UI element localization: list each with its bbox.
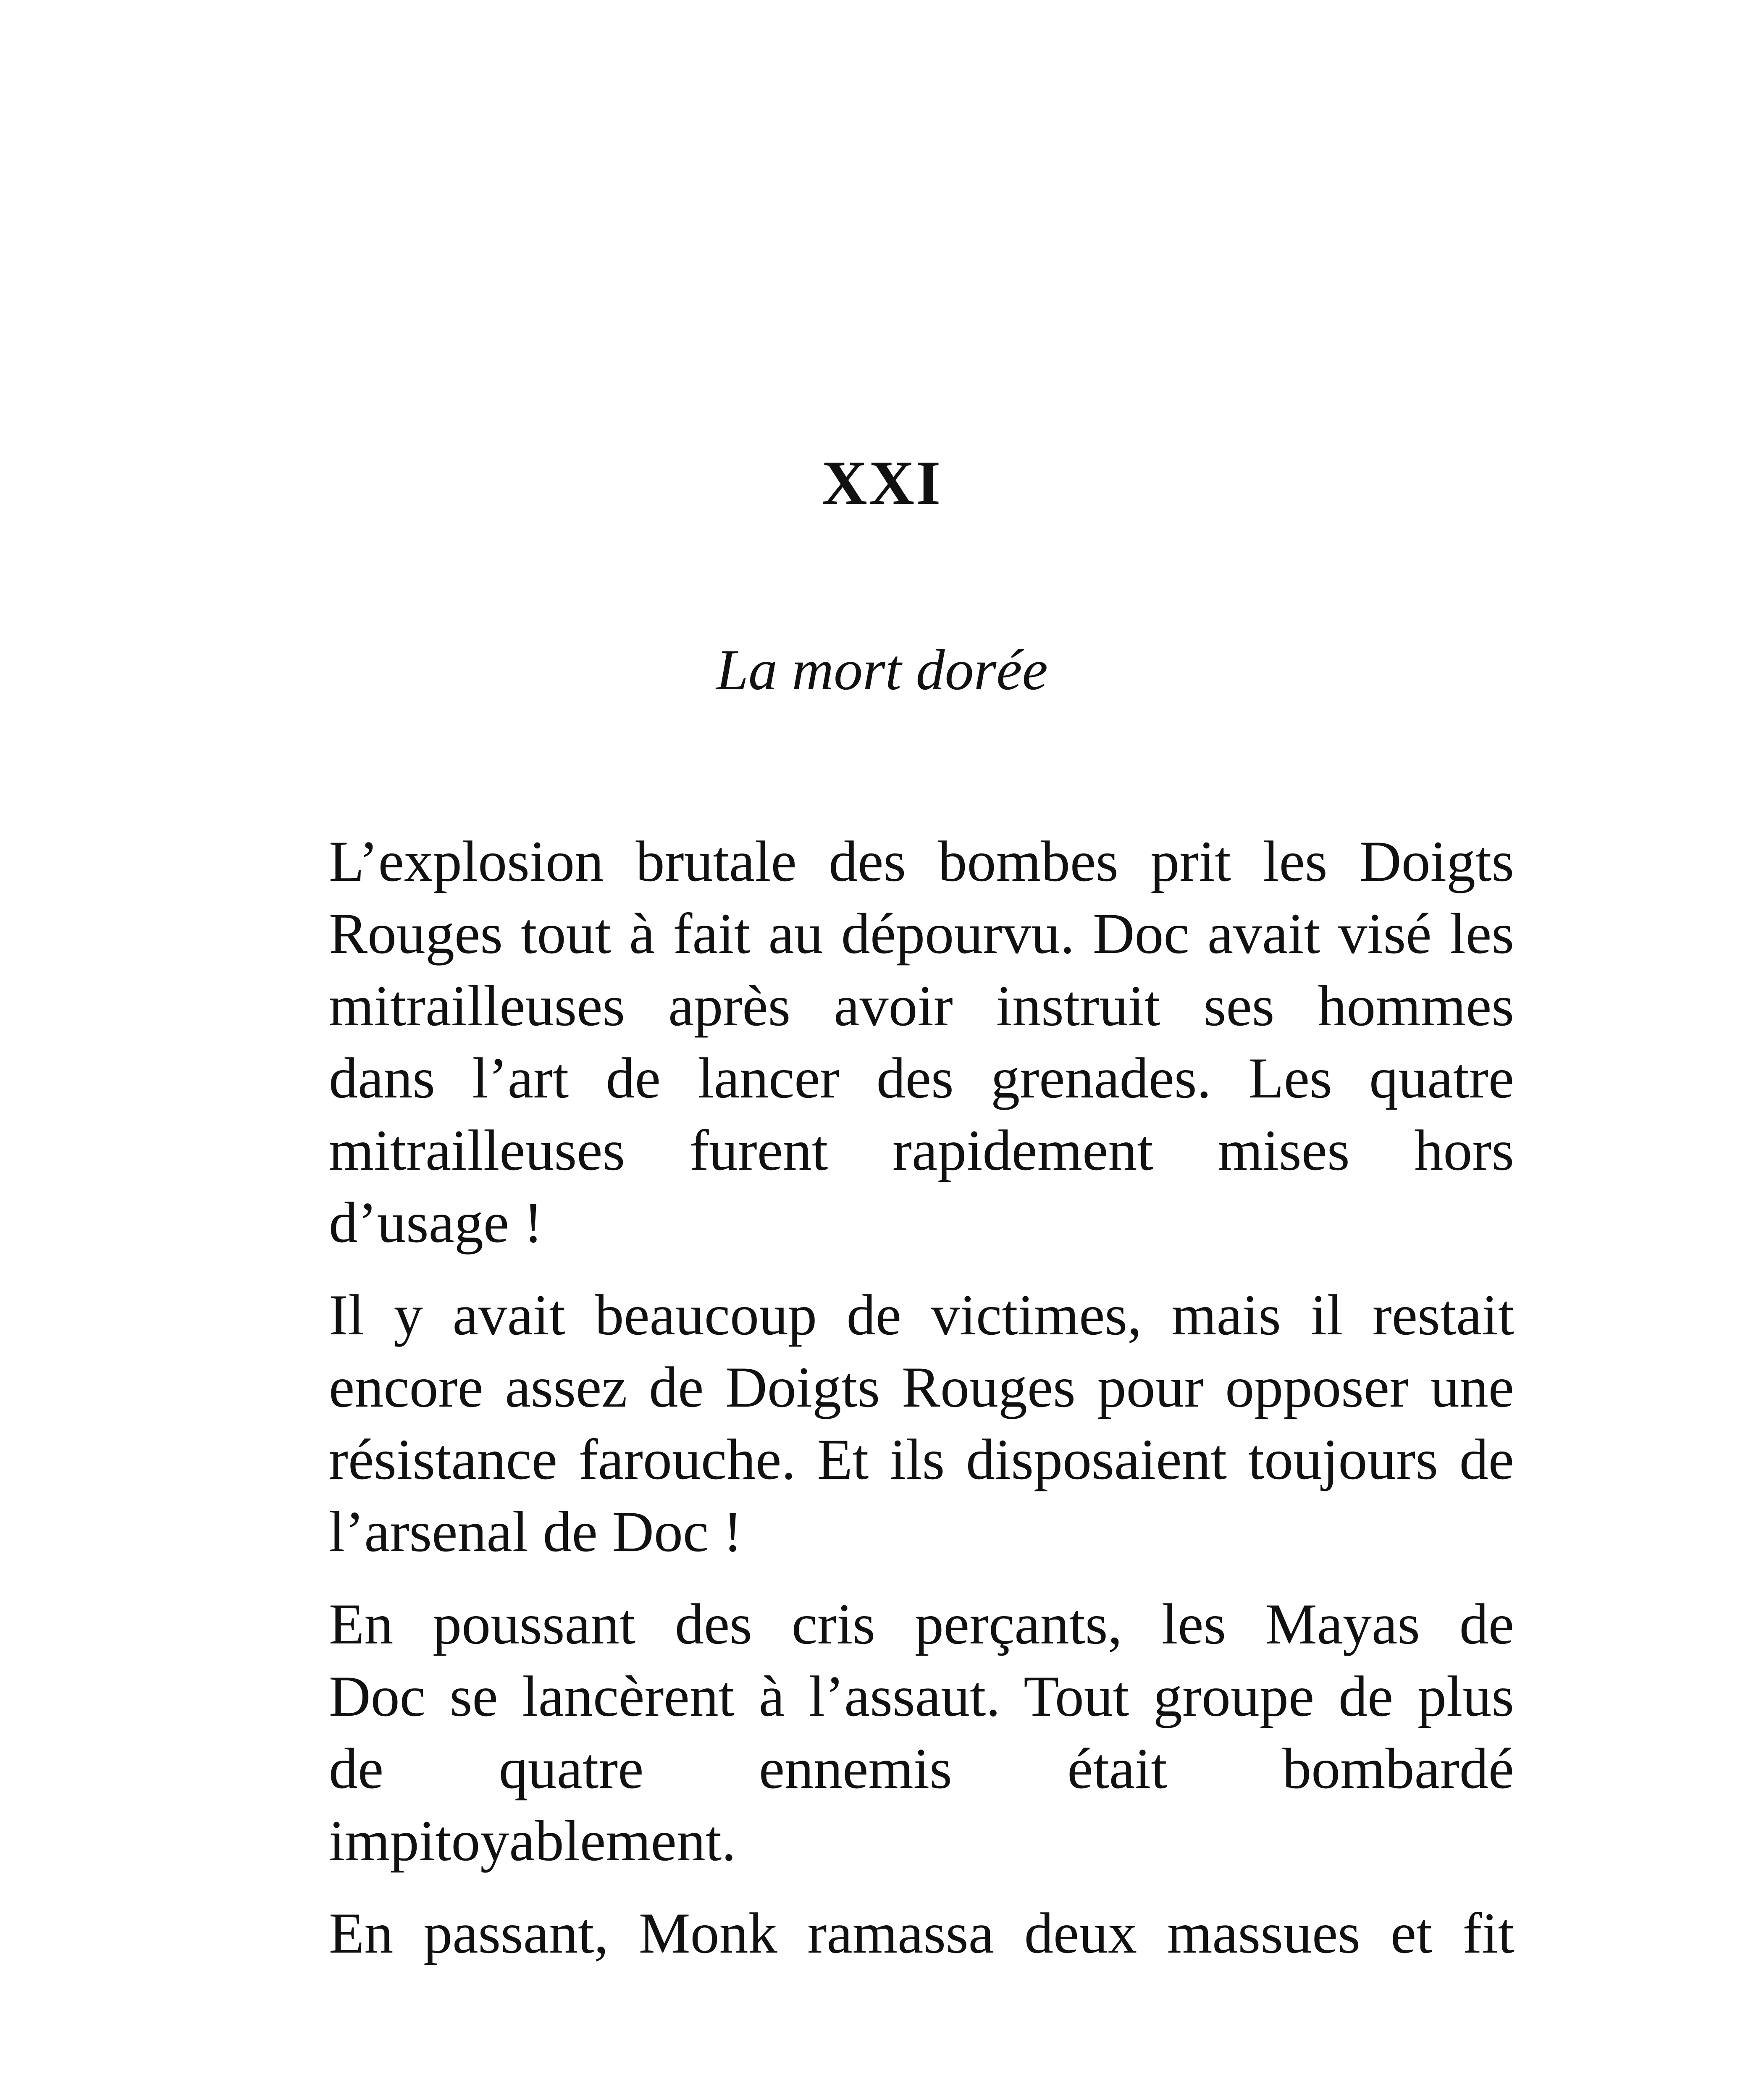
text-line: mitrailleuses furent rapidement mises hors (329, 1118, 1514, 1182)
text-line: En passant, Monk ramassa deux massues et fit (329, 1901, 1514, 1965)
paragraph-3 (254, 1588, 1514, 1877)
text-line: encore assez de Doigts Rouges pour opposer une (329, 1355, 1514, 1419)
text-line: Il y avait beaucoup de victimes, mais il restait (329, 1283, 1514, 1347)
text-line: Rouges tout à fait au dépourvu. Doc avait visé les (329, 901, 1514, 966)
text-line: dans l’art de lancer des grenades. Les quatre (329, 1046, 1514, 1110)
text-line: L’explosion brutale des bombes prit les Doigts (329, 829, 1514, 893)
chapter-body (254, 825, 1514, 1990)
chapter-title: La mort dorée (716, 638, 1048, 702)
text-line: d’usage ! (329, 1190, 543, 1255)
chapter-number: XXI (822, 448, 942, 518)
text-line: de quatre ennemis était bombardé (329, 1736, 1514, 1801)
paragraph-4 (254, 1897, 1514, 1969)
text-line: l’arsenal de Doc ! (329, 1499, 743, 1564)
text-line: Doc se lancèrent à l’assaut. Tout groupe de plus (329, 1664, 1514, 1728)
paragraph-2 (254, 1279, 1514, 1568)
text-line: En poussant des cris perçants, les Mayas de (329, 1592, 1514, 1656)
text-line: impitoyablement. (329, 1809, 736, 1873)
text-line: résistance farouche. Et ils disposaient toujours de (329, 1427, 1514, 1491)
text-line: mitrailleuses après avoir instruit ses hommes (329, 974, 1514, 1038)
paragraph-1 (254, 825, 1514, 1259)
